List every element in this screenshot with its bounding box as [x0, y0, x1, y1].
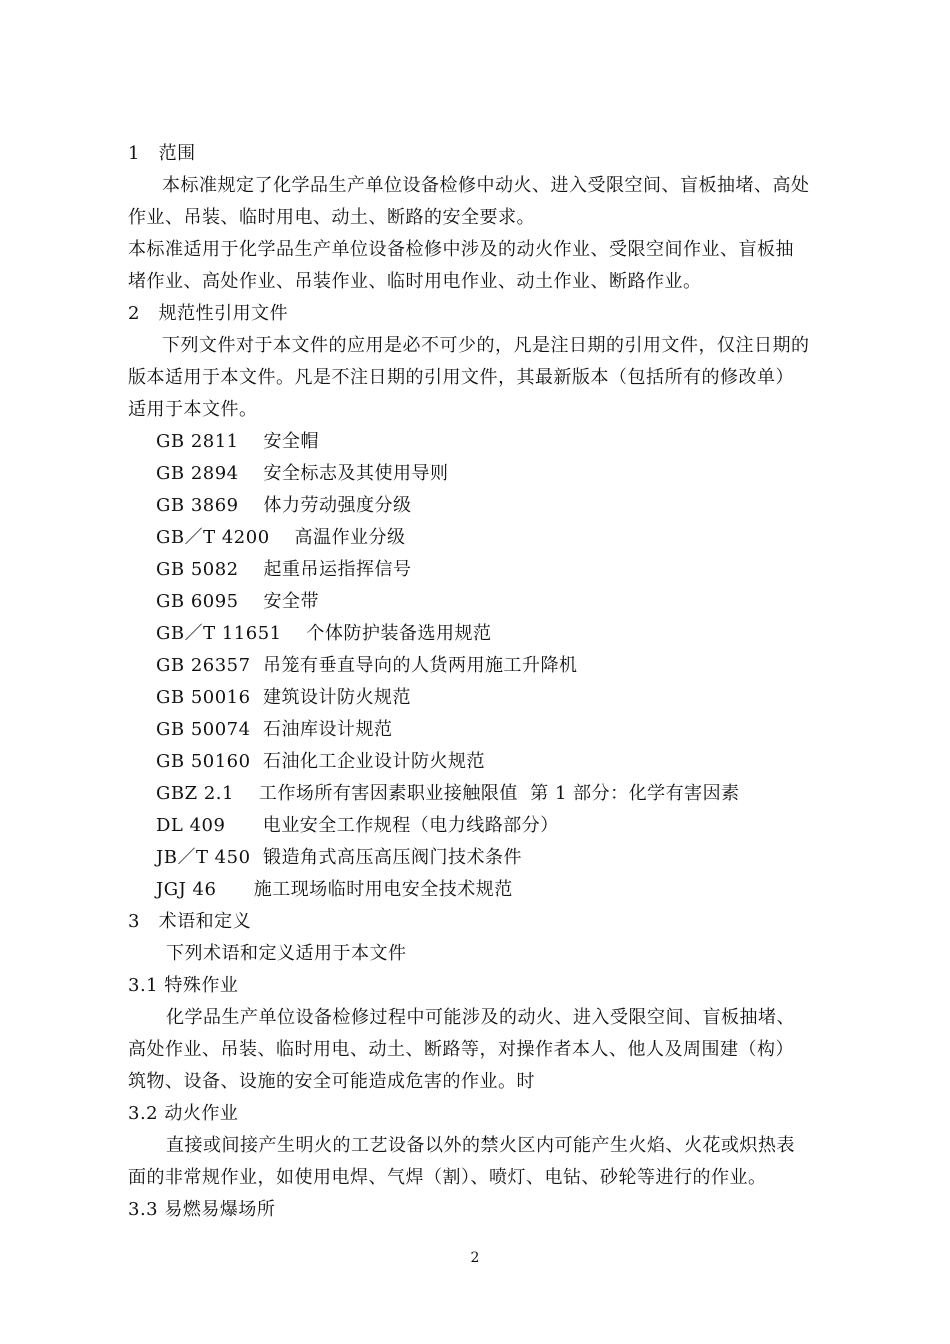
reference-item: GB 26357 吊笼有垂直导向的人货两用施工升降机	[156, 655, 578, 676]
section-1-paragraph-2-line-1: 本标准适用于化学品生产单位设备检修中涉及的动火作业、受限空间作业、盲板抽	[128, 239, 794, 260]
reference-item: GB 3869 体力劳动强度分级	[156, 495, 412, 516]
section-3-3-heading: 3.3 易燃易爆场所	[128, 1199, 276, 1220]
reference-item: JGJ 46 施工现场临时用电安全技术规范	[156, 879, 513, 900]
reference-item: JB／T 450 锻造角式高压高压阀门技术条件	[156, 847, 522, 868]
section-3-1-paragraph-line-2: 高处作业、吊装、临时用电、动土、断路等，对操作者本人、他人及周围建（构）	[128, 1039, 794, 1060]
section-1-paragraph-1-line-1: 本标准规定了化学品生产单位设备检修中动火、进入受限空间、盲板抽堵、高处	[162, 175, 810, 196]
reference-item: GB 5082 起重吊运指挥信号	[156, 559, 412, 580]
reference-item: GB 50074 石油库设计规范	[156, 719, 393, 740]
section-3-2-paragraph-line-1: 直接或间接产生明火的工艺设备以外的禁火区内可能产生火焰、火花或炽热表	[166, 1135, 795, 1156]
reference-item: GB／T 4200 高温作业分级	[156, 527, 406, 548]
section-3-2-paragraph-line-2: 面的非常规作业，如使用电焊、气焊（割）、喷灯、电钻、砂轮等进行的作业。	[128, 1167, 767, 1188]
section-2-heading: 2 规范性引用文件	[128, 303, 289, 324]
reference-item: DL 409 电业安全工作规程（电力线路部分）	[156, 815, 559, 836]
section-3-1-paragraph-line-3: 筑物、设备、设施的安全可能造成危害的作业。时	[128, 1071, 535, 1092]
reference-item: GB／T 11651 个体防护装备选用规范	[156, 623, 492, 644]
section-3-1-paragraph-line-1: 化学品生产单位设备检修过程中可能涉及的动火、进入受限空间、盲板抽堵、	[166, 1007, 795, 1028]
section-3-heading: 3 术语和定义	[128, 911, 252, 932]
section-3-1-heading: 3.1 特殊作业	[128, 975, 239, 996]
reference-item: GB 2894 安全标志及其使用导则	[156, 463, 449, 484]
section-1-paragraph-1-line-2: 作业、吊装、临时用电、动土、断路的安全要求。	[128, 207, 535, 228]
section-3-2-heading: 3.2 动火作业	[128, 1103, 239, 1124]
section-2-paragraph-line-1: 下列文件对于本文件的应用是必不可少的，凡是注日期的引用文件，仅注日期的	[162, 335, 810, 356]
section-2-paragraph-line-2: 版本适用于本文件。凡是不注日期的引用文件，其最新版本（包括所有的修改单）	[128, 367, 794, 388]
section-1-heading: 1 范围	[128, 143, 196, 164]
reference-item: GB 6095 安全带	[156, 591, 320, 612]
reference-item: GBZ 2.1 工作场所有害因素职业接触限值 第 1 部分：化学有害因素	[156, 783, 740, 804]
section-2-paragraph-line-3: 适用于本文件。	[128, 399, 258, 420]
reference-item: GB 50016 建筑设计防火规范	[156, 687, 412, 708]
reference-item: GB 2811 安全帽	[156, 431, 320, 452]
page-number: 2	[470, 1250, 480, 1266]
section-1-paragraph-2-line-2: 堵作业、高处作业、吊装作业、临时用电作业、动土作业、断路作业。	[128, 271, 702, 292]
reference-item: GB 50160 石油化工企业设计防火规范	[156, 751, 486, 772]
section-3-intro: 下列术语和定义适用于本文件	[166, 943, 407, 964]
